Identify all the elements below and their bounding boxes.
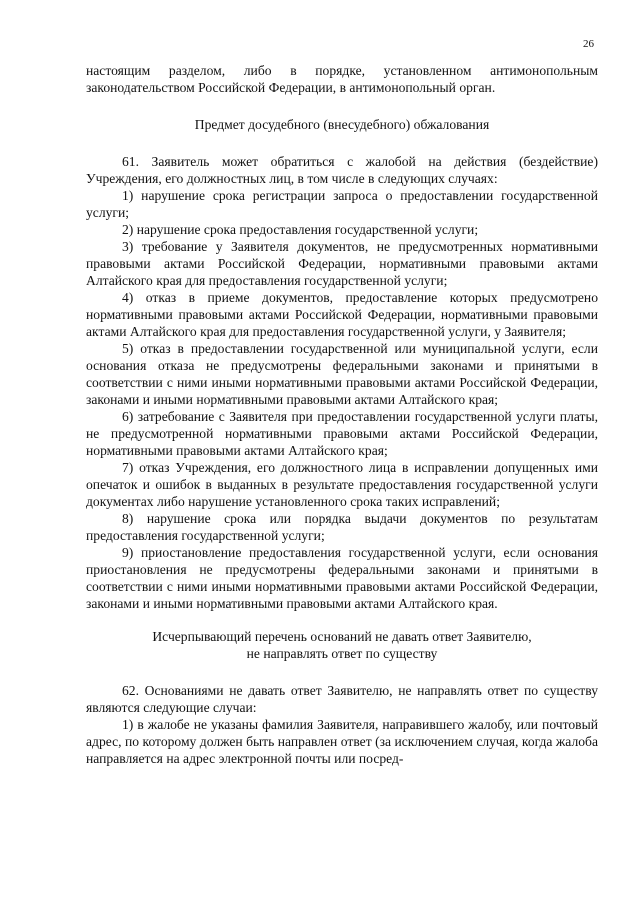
section-heading-line-1: Исчерпывающий перечень оснований не давать ответ Заявителю, bbox=[152, 629, 532, 644]
list-item-61-3: 3) требование у Заявителя документов, не предусмотренных нормативными правовыми актами Российской Федерации, нормативными правовыми актами Алтайского края для предоставления государственной услуги; bbox=[86, 239, 598, 288]
list-item-61-7: 7) отказ Учреждения, его должностного лица в исправлении допущенных ими опечаток и ошибок в выданных в результате предоставления государственной услуги документах либо нарушение установленного срока таких исправлений; bbox=[86, 460, 598, 509]
intro-paragraph: настоящим разделом, либо в порядке, установленном антимонопольным законодательством Российской Федерации, в антимонопольный орган. bbox=[86, 63, 598, 95]
list-item-61-9: 9) приостановление предоставления государственной услуги, если основания приостановления не предусмотрены федеральными законами и принятыми в соответствии с ними иными нормативными правовыми актами Российской Федерации, законами и иными нормативными правовыми актами Алтайского края. bbox=[86, 545, 598, 611]
section-heading-appeal-subject: Предмет досудебного (внесудебного) обжалования bbox=[194, 117, 490, 132]
list-item-61-6: 6) затребование с Заявителя при предоставлении государственной услуги платы, не предусмотренной нормативными правовыми актами Российской Федерации, нормативными правовыми актами Алтайского края; bbox=[86, 409, 598, 458]
section-heading-refusal-grounds bbox=[86, 628, 598, 662]
section-heading-line-2: не направлять ответ по существу bbox=[246, 646, 438, 661]
list-item-61-8: 8) нарушение срока или порядка выдачи документов по результатам предоставления государственной услуги; bbox=[86, 511, 598, 543]
page-number: 26 bbox=[583, 38, 594, 50]
document-body bbox=[86, 62, 598, 767]
paragraph-62: 62. Основаниями не давать ответ Заявителю, не направлять ответ по существу являются следующие случаи: bbox=[86, 683, 598, 715]
list-item-62-1: 1) в жалобе не указаны фамилия Заявителя, направившего жалобу, или почтовый адрес, по которому должен быть направлен ответ (за исключением случая, когда жалоба направляется на адрес электронной почты или посред- bbox=[86, 717, 598, 766]
list-item-61-4: 4) отказ в приеме документов, предоставление которых предусмотрено нормативными правовыми актами Российской Федерации, нормативными правовыми актами Алтайского края для предоставления государственной услуги, у Заявителя; bbox=[86, 290, 598, 339]
list-item-61-1: 1) нарушение срока регистрации запроса о предоставлении государственной услуги; bbox=[86, 188, 598, 220]
paragraph-61: 61. Заявитель может обратиться с жалобой на действия (бездействие) Учреждения, его должностных лиц, в том числе в следующих случаях: bbox=[86, 154, 598, 186]
list-item-61-2: 2) нарушение срока предоставления государственной услуги; bbox=[122, 222, 479, 237]
list-item-61-5: 5) отказ в предоставлении государственной или муниципальной услуги, если основания отказа не предусмотрены федеральными законами и принятыми в соответствии с ними иными нормативными правовыми актами Российской Федерации, законами и иными нормативными правовыми актами Алтайского края; bbox=[86, 341, 598, 407]
